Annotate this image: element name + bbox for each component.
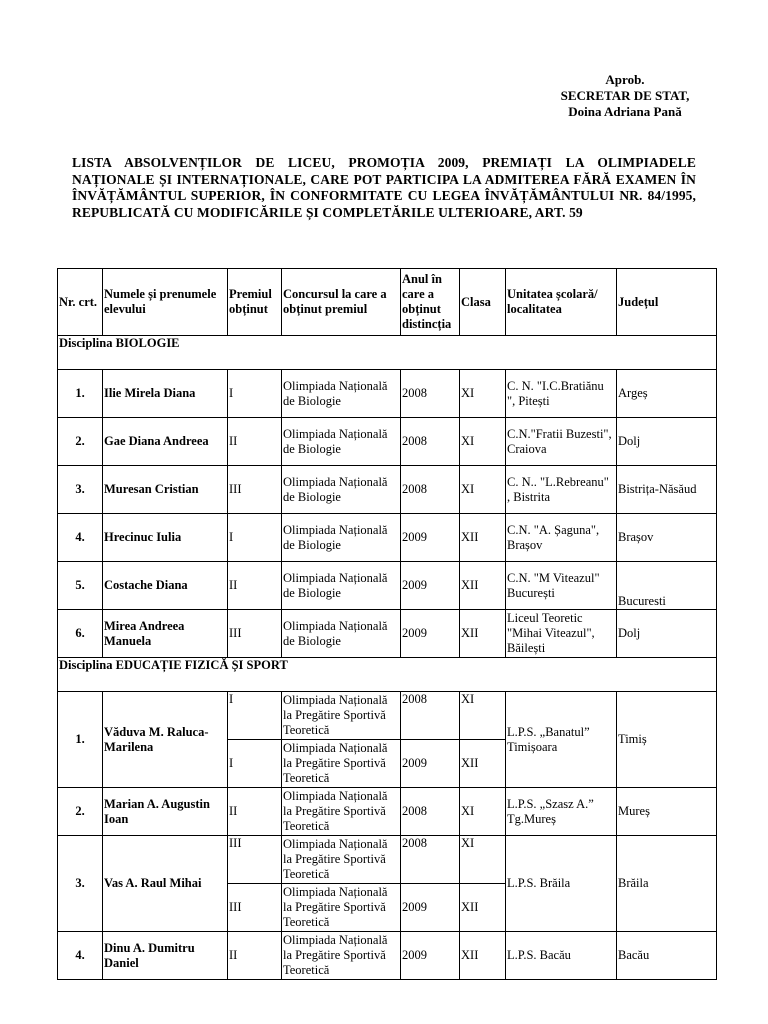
- header-year: Anul în care a obținut distincția: [401, 269, 460, 336]
- county: Mureș: [617, 788, 717, 836]
- contest: Olimpiada Națională de Biologie: [282, 418, 401, 466]
- table-header-row: [58, 269, 717, 336]
- table-row: [58, 788, 717, 836]
- student-name: Gae Diana Andreea: [103, 418, 228, 466]
- table-row: [58, 836, 717, 884]
- contest: Olimpiada Națională la Pregătire Sportivă Teoretică: [282, 932, 401, 980]
- prize: I: [228, 370, 282, 418]
- laureates-table: [57, 268, 717, 980]
- prize: II: [228, 788, 282, 836]
- year: 2009: [401, 562, 460, 610]
- school: L.P.S. Bacău: [506, 932, 617, 980]
- approver-title: SECRETAR DE STAT,: [560, 88, 690, 103]
- school: Liceul Teoretic "Mihai Viteazul", Băilești: [506, 610, 617, 658]
- county: Dolj: [617, 610, 717, 658]
- prize: I: [228, 692, 282, 740]
- prize: II: [228, 932, 282, 980]
- school: C.N. "M Viteazul" București: [506, 562, 617, 610]
- header-grade: Clasa: [460, 269, 506, 336]
- header-prize: Premiul obținut: [228, 269, 282, 336]
- grade: XI: [460, 836, 506, 884]
- county: Dolj: [617, 418, 717, 466]
- contest: Olimpiada Națională la Pregătire Sportivă Teoretică: [282, 884, 401, 932]
- year: 2008: [401, 466, 460, 514]
- section-heading: Disciplina BIOLOGIE: [58, 336, 717, 370]
- student-name: Văduva M. Raluca-Marilena: [103, 692, 228, 788]
- contest: Olimpiada Națională de Biologie: [282, 562, 401, 610]
- contest: Olimpiada Națională la Pregătire Sportivă Teoretică: [282, 692, 401, 740]
- student-name: Mirea Andreea Manuela: [103, 610, 228, 658]
- county: Bistrița-Năsăud: [617, 466, 717, 514]
- grade: XI: [460, 418, 506, 466]
- contest: Olimpiada Națională de Biologie: [282, 370, 401, 418]
- county: Bucuresti: [617, 562, 717, 610]
- table-row: [58, 466, 717, 514]
- approval-block: [540, 72, 710, 120]
- row-nr: 4.: [58, 932, 103, 980]
- document-title: LISTA ABSOLVENȚILOR DE LICEU, PROMOȚIA 2009, PREMIAȚI LA OLIMPIADELE NAȚIONALE ȘI INTERNAȚIONALE, CARE POT PARTICIPA LA ADMITEREA FĂRĂ EXAMEN ÎN ÎNVĂȚĂMÂNTUL SUPERIOR, ÎN CONFORMITATE CU LEGEA ÎNVĂȚĂMÂNTULUI NR. 84/1995, REPUBLICATĂ CU MODIFICĂRILE ȘI COMPLETĂRILE ULTERIOARE, ART. 59: [72, 155, 696, 220]
- prize: III: [228, 884, 282, 932]
- grade: XI: [460, 466, 506, 514]
- school: L.P.S. „Szasz A.” Tg.Mureș: [506, 788, 617, 836]
- grade: XII: [460, 562, 506, 610]
- year: 2009: [401, 884, 460, 932]
- approval-line: Aprob.: [605, 72, 645, 87]
- student-name: Ilie Mirela Diana: [103, 370, 228, 418]
- table-row: [58, 562, 717, 610]
- row-nr: 2.: [58, 788, 103, 836]
- county: Brașov: [617, 514, 717, 562]
- county: Timiș: [617, 692, 717, 788]
- row-nr: 3.: [58, 466, 103, 514]
- prize: II: [228, 418, 282, 466]
- year: 2009: [401, 610, 460, 658]
- contest: Olimpiada Națională de Biologie: [282, 466, 401, 514]
- table-row: [58, 418, 717, 466]
- table-row: [58, 610, 717, 658]
- contest: Olimpiada Națională la Pregătire Sportivă Teoretică: [282, 740, 401, 788]
- header-nr: Nr. crt.: [58, 269, 103, 336]
- year: 2009: [401, 740, 460, 788]
- prize: I: [228, 514, 282, 562]
- year: 2008: [401, 418, 460, 466]
- approver-name: Doina Adriana Pană: [568, 104, 682, 119]
- grade: XII: [460, 740, 506, 788]
- contest: Olimpiada Națională de Biologie: [282, 514, 401, 562]
- grade: XI: [460, 788, 506, 836]
- prize: II: [228, 562, 282, 610]
- student-name: Marian A. Augustin Ioan: [103, 788, 228, 836]
- contest: Olimpiada Națională de Biologie: [282, 610, 401, 658]
- prize: III: [228, 466, 282, 514]
- contest: Olimpiada Națională la Pregătire Sportivă Teoretică: [282, 836, 401, 884]
- county: Argeș: [617, 370, 717, 418]
- row-nr: 2.: [58, 418, 103, 466]
- section-row-sport: [58, 658, 717, 692]
- year: 2008: [401, 836, 460, 884]
- school: C.N. "A. Șaguna", Brașov: [506, 514, 617, 562]
- header-name: Numele și prenumele elevului: [103, 269, 228, 336]
- student-name: Dinu A. Dumitru Daniel: [103, 932, 228, 980]
- header-contest: Concursul la care a obținut premiul: [282, 269, 401, 336]
- prize: III: [228, 836, 282, 884]
- section-row-biology: [58, 336, 717, 370]
- grade: XII: [460, 610, 506, 658]
- grade: XII: [460, 884, 506, 932]
- year: 2009: [401, 514, 460, 562]
- grade: XII: [460, 932, 506, 980]
- row-nr: 1.: [58, 692, 103, 788]
- prize: I: [228, 740, 282, 788]
- grade: XI: [460, 692, 506, 740]
- school: L.P.S. „Banatul” Timișoara: [506, 692, 617, 788]
- row-nr: 5.: [58, 562, 103, 610]
- row-nr: 3.: [58, 836, 103, 932]
- county: Brăila: [617, 836, 717, 932]
- table-row: [58, 932, 717, 980]
- school: C.N."Fratii Buzesti", Craiova: [506, 418, 617, 466]
- year: 2008: [401, 370, 460, 418]
- grade: XI: [460, 370, 506, 418]
- table-row: [58, 514, 717, 562]
- school: C. N. "I.C.Bratiănu ", Pitești: [506, 370, 617, 418]
- student-name: Hrecinuc Iulia: [103, 514, 228, 562]
- county: Bacău: [617, 932, 717, 980]
- student-name: Muresan Cristian: [103, 466, 228, 514]
- grade: XII: [460, 514, 506, 562]
- contest: Olimpiada Națională la Pregătire Sportivă Teoretică: [282, 788, 401, 836]
- student-name: Costache Diana: [103, 562, 228, 610]
- school: L.P.S. Brăila: [506, 836, 617, 932]
- header-school: Unitatea școlară/ localitatea: [506, 269, 617, 336]
- table-row: [58, 692, 717, 740]
- row-nr: 6.: [58, 610, 103, 658]
- year: 2009: [401, 932, 460, 980]
- section-heading: Disciplina EDUCAȚIE FIZICĂ ȘI SPORT: [58, 658, 717, 692]
- year: 2008: [401, 692, 460, 740]
- header-county: Județul: [617, 269, 717, 336]
- row-nr: 1.: [58, 370, 103, 418]
- table-row: [58, 370, 717, 418]
- year: 2008: [401, 788, 460, 836]
- row-nr: 4.: [58, 514, 103, 562]
- student-name: Vas A. Raul Mihai: [103, 836, 228, 932]
- prize: III: [228, 610, 282, 658]
- school: C. N.. "L.Rebreanu" , Bistrita: [506, 466, 617, 514]
